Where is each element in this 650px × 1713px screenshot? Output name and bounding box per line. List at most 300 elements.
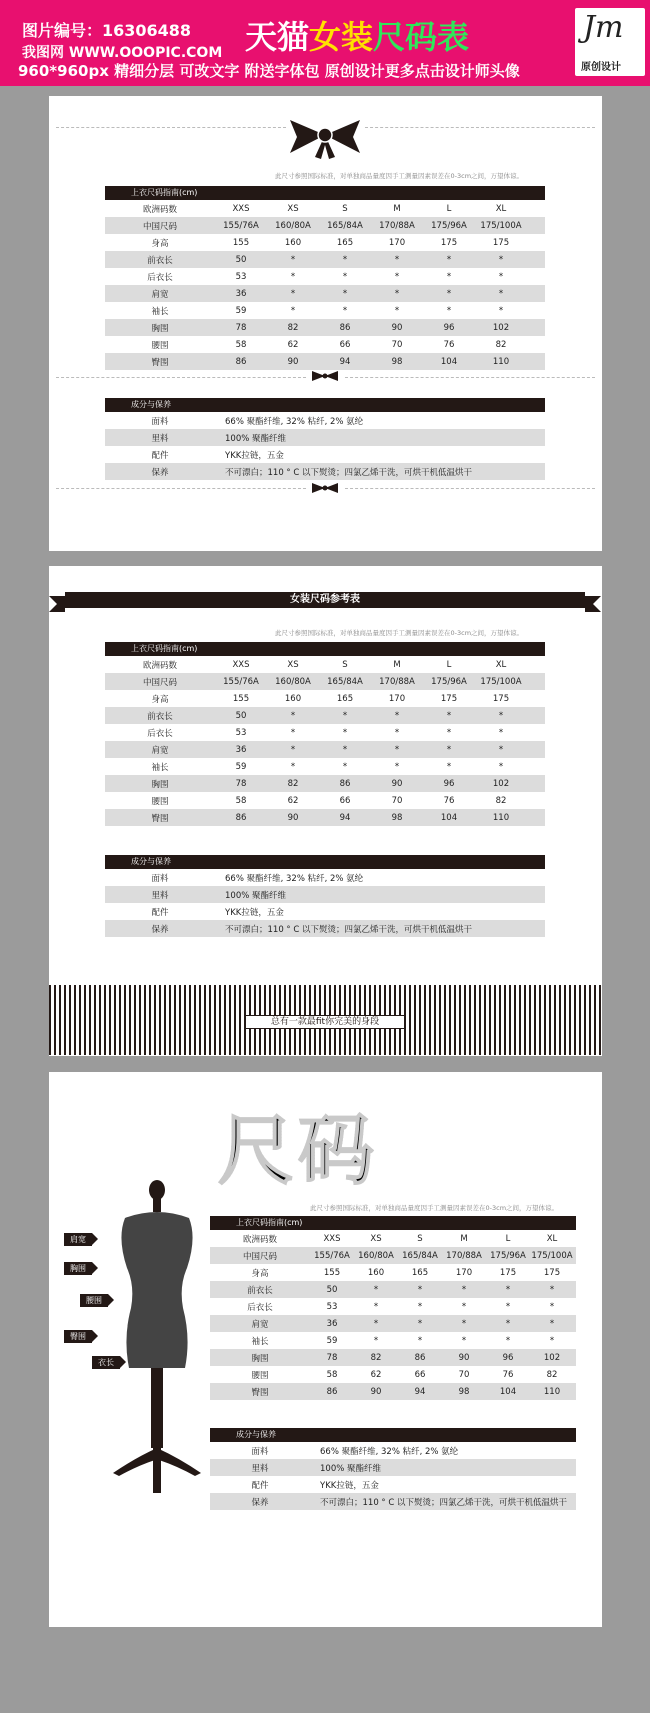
spec-text: 960*960px 精细分层 可改文字 附送字体包 原创设计更多点击设计师头像 (18, 62, 520, 80)
slogan: 总有一款最fit你完美的身段 (245, 1015, 405, 1029)
cell-value: 86 (235, 812, 247, 823)
cell-value: * (446, 288, 452, 299)
row-label: 欧洲码数 (142, 204, 177, 215)
mannequin-icon (105, 1178, 215, 1498)
cell-value: 170/88A (379, 676, 415, 687)
cell-value: L (446, 203, 452, 214)
cell-value: 155 (232, 693, 250, 704)
cell-value: 175/96A (431, 676, 467, 687)
cell-value: * (394, 254, 400, 265)
cell-value: * (446, 271, 452, 282)
table-row (105, 234, 545, 251)
table-header: 成分与保养 (105, 855, 545, 869)
cell-value: XXS (323, 1233, 341, 1244)
cell-value: * (290, 288, 296, 299)
row-label: 肩宽 (251, 1319, 269, 1330)
row-label: 面料 (151, 416, 169, 427)
row-text: 100% 聚酯纤维 (320, 1463, 382, 1474)
bow-icon (285, 115, 365, 160)
cell-value: * (498, 288, 504, 299)
cell-value: 175/96A (431, 220, 467, 231)
row-label: 中国尺码 (242, 1251, 277, 1262)
table-row (105, 336, 545, 353)
table-row (105, 775, 545, 792)
cell-value: 104 (440, 812, 458, 823)
cell-value: M (393, 659, 401, 670)
cell-value: 90 (287, 356, 299, 367)
row-text: 100% 聚酯纤维 (225, 890, 287, 901)
row-text: YKK拉链，五金 (320, 1480, 379, 1491)
cell-value: 175/100A (480, 220, 522, 231)
cell-value: 175 (499, 1267, 517, 1278)
cell-value: * (290, 727, 296, 738)
cell-value: * (342, 727, 348, 738)
cell-value: L (505, 1233, 511, 1244)
banner-title (245, 12, 469, 58)
row-label: 保养 (151, 467, 169, 478)
cell-value: * (446, 710, 452, 721)
row-label: 身高 (151, 238, 169, 249)
site-text: 我图网 WWW.OOOPIC.COM (22, 45, 223, 61)
cell-value: 66 (339, 795, 351, 806)
big-title (218, 1090, 378, 1199)
cell-value: 160 (284, 693, 302, 704)
size-table (105, 186, 545, 370)
row-label: 身高 (151, 694, 169, 705)
size-table (105, 642, 545, 826)
table-row (105, 446, 545, 463)
cell-value: 165 (336, 237, 354, 248)
cell-value: 160/80A (275, 220, 311, 231)
table-header: 成分与保养 (210, 1428, 576, 1442)
cell-value: * (342, 254, 348, 265)
table-row (105, 690, 545, 707)
cell-value: 66 (339, 339, 351, 350)
row-label: 配件 (251, 1480, 269, 1491)
cell-value: 155 (323, 1267, 341, 1278)
cell-value: * (461, 1284, 467, 1295)
cell-value: * (461, 1335, 467, 1346)
measurement-note: 此尺寸参照国际标准，对单独商品量度因手工测量因素误差在0-3cm之间，万望体谅。 (310, 1204, 559, 1212)
table-row (210, 1383, 576, 1400)
table-row (105, 707, 545, 724)
cell-value: 155/76A (314, 1250, 350, 1261)
designer-avatar[interactable] (575, 8, 645, 76)
cell-value: 62 (370, 1369, 382, 1380)
cell-value: * (505, 1318, 511, 1329)
cell-value: 78 (235, 778, 247, 789)
cell-value: 59 (235, 305, 247, 316)
cell-value: * (498, 761, 504, 772)
cell-value: * (394, 288, 400, 299)
cell-value: 165/84A (402, 1250, 438, 1261)
signature-label: 原创设计 (581, 62, 621, 73)
cell-value: S (417, 1233, 423, 1244)
cell-value: 165 (411, 1267, 429, 1278)
cell-value: 165/84A (327, 220, 363, 231)
row-label: 后衣长 (147, 728, 173, 739)
cell-value: * (394, 710, 400, 721)
cell-value: * (498, 254, 504, 265)
signature-logo: Jm (583, 10, 624, 45)
cell-value: XS (370, 1233, 382, 1244)
row-label: 里料 (151, 433, 169, 444)
measure-tag: 肩宽 (64, 1233, 92, 1246)
section-title-ribbon: 女装尺码参考表 (65, 592, 585, 608)
row-label: 胸围 (251, 1353, 269, 1364)
row-text: 不可漂白；110 ° C 以下熨烫；四氯乙烯干洗，可烘干机低温烘干 (225, 924, 473, 935)
table-header: 上衣尺码指南(cm) (105, 642, 545, 656)
cell-value: * (373, 1301, 379, 1312)
cell-value: 94 (339, 356, 351, 367)
divider (365, 127, 595, 128)
cell-value: 90 (287, 812, 299, 823)
cell-value: 86 (235, 356, 247, 367)
cell-value: 86 (414, 1352, 426, 1363)
cell-value: 170 (388, 693, 406, 704)
cell-value: 175/100A (480, 676, 522, 687)
small-bow-icon (311, 371, 339, 381)
cell-value: 86 (326, 1386, 338, 1397)
measure-tag: 衣长 (92, 1356, 120, 1369)
cell-value: XL (495, 203, 507, 214)
cell-value: * (417, 1284, 423, 1295)
cell-value: 160 (367, 1267, 385, 1278)
cell-value: 175 (440, 237, 458, 248)
cell-value: 96 (443, 322, 455, 333)
cell-value: 94 (339, 812, 351, 823)
cell-value: 160/80A (275, 676, 311, 687)
measure-tag: 胸围 (64, 1262, 92, 1275)
cell-value: * (394, 271, 400, 282)
table-header: 上衣尺码指南(cm) (210, 1216, 576, 1230)
cell-value: 90 (391, 322, 403, 333)
cell-value: * (342, 305, 348, 316)
cell-value: 96 (443, 778, 455, 789)
banner (0, 0, 650, 86)
table-row (105, 920, 545, 937)
cell-value: 66 (414, 1369, 426, 1380)
cell-value: 78 (326, 1352, 338, 1363)
cell-value: * (498, 710, 504, 721)
row-label: 保养 (251, 1497, 269, 1508)
cell-value: 155/76A (223, 220, 259, 231)
cell-value: XS (287, 203, 299, 214)
cell-value: 90 (458, 1352, 470, 1363)
cell-value: 155 (232, 237, 250, 248)
cell-value: * (373, 1335, 379, 1346)
cell-value: XXS (232, 659, 250, 670)
cell-value: 50 (235, 254, 247, 265)
cell-value: 165/84A (327, 676, 363, 687)
cell-value: 90 (391, 778, 403, 789)
row-label: 欧洲码数 (142, 660, 177, 671)
row-label: 臀围 (251, 1387, 269, 1398)
cell-value: 175/100A (531, 1250, 573, 1261)
cell-value: * (342, 288, 348, 299)
row-text: 66% 聚酯纤维, 32% 粘纤, 2% 氨纶 (225, 416, 364, 427)
title-part-1: 天猫 (245, 18, 310, 56)
cell-value: 170/88A (446, 1250, 482, 1261)
row-label: 面料 (251, 1446, 269, 1457)
cell-value: 82 (287, 778, 299, 789)
table-row (210, 1315, 576, 1332)
cell-value: M (393, 203, 401, 214)
cell-value: * (498, 305, 504, 316)
table-row (105, 319, 545, 336)
row-label: 配件 (151, 450, 169, 461)
row-label: 肩宽 (151, 745, 169, 756)
cell-value: 82 (546, 1369, 558, 1380)
row-label: 中国尺码 (142, 677, 177, 688)
cell-value: * (498, 727, 504, 738)
table-row (105, 285, 545, 302)
cell-value: 175/96A (490, 1250, 526, 1261)
cell-value: 82 (495, 339, 507, 350)
row-text: 不可漂白；110 ° C 以下熨烫；四氯乙烯干洗，可烘干机低温烘干 (320, 1497, 568, 1508)
row-label: 前衣长 (147, 711, 173, 722)
cell-value: * (342, 744, 348, 755)
cell-value: 82 (287, 322, 299, 333)
cell-value: * (549, 1284, 555, 1295)
row-label: 胸围 (151, 323, 169, 334)
cell-value: * (446, 254, 452, 265)
table-row (105, 656, 545, 673)
row-text: 不可漂白；110 ° C 以下熨烫；四氯乙烯干洗，可烘干机低温烘干 (225, 467, 473, 478)
cell-value: S (342, 203, 348, 214)
cell-value: 98 (391, 812, 403, 823)
cell-value: * (417, 1301, 423, 1312)
cell-value: * (290, 761, 296, 772)
row-label: 腰围 (251, 1370, 269, 1381)
cell-value: 86 (339, 778, 351, 789)
row-text: YKK拉链，五金 (225, 907, 284, 918)
cell-value: 76 (443, 339, 455, 350)
cell-value: 175 (492, 693, 510, 704)
cell-value: 58 (235, 795, 247, 806)
cell-value: 53 (235, 271, 247, 282)
table-row (210, 1459, 576, 1476)
cell-value: * (549, 1301, 555, 1312)
cell-value: 36 (235, 288, 247, 299)
cell-value: 155/76A (223, 676, 259, 687)
cell-value: 58 (235, 339, 247, 350)
row-label: 配件 (151, 907, 169, 918)
cell-value: * (373, 1318, 379, 1329)
cell-value: 170 (455, 1267, 473, 1278)
table-row (210, 1332, 576, 1349)
cell-value: 110 (543, 1386, 561, 1397)
title-part-3: 尺码表 (373, 18, 470, 56)
table-header: 上衣尺码指南(cm) (105, 186, 545, 200)
table-row (105, 429, 545, 446)
cell-value: * (394, 744, 400, 755)
cell-value: 82 (370, 1352, 382, 1363)
divider (56, 488, 306, 489)
cell-value: * (290, 271, 296, 282)
row-label: 袖长 (151, 306, 169, 317)
row-label: 里料 (151, 890, 169, 901)
cell-value: S (342, 659, 348, 670)
cell-value: * (446, 727, 452, 738)
table-row (210, 1493, 576, 1510)
table-header: 成分与保养 (105, 398, 545, 412)
cell-value: * (498, 271, 504, 282)
cell-value: 94 (414, 1386, 426, 1397)
measure-tag: 臀围 (64, 1330, 92, 1343)
cell-value: * (549, 1318, 555, 1329)
cell-value: 62 (287, 339, 299, 350)
row-label: 后衣长 (147, 272, 173, 283)
cell-value: * (342, 271, 348, 282)
table-row (210, 1247, 576, 1264)
cell-value: 59 (235, 761, 247, 772)
table-row (210, 1281, 576, 1298)
material-table (105, 855, 545, 937)
table-row (105, 217, 545, 234)
cell-value: * (342, 761, 348, 772)
table-row (105, 463, 545, 480)
cell-value: 165 (336, 693, 354, 704)
cell-value: 53 (326, 1301, 338, 1312)
row-label: 中国尺码 (142, 221, 177, 232)
cell-value: XL (546, 1233, 558, 1244)
table-row (210, 1476, 576, 1493)
row-label: 里料 (251, 1463, 269, 1474)
table-row (105, 251, 545, 268)
cell-value: 102 (492, 322, 510, 333)
row-label: 袖长 (251, 1336, 269, 1347)
table-row (105, 353, 545, 370)
cell-value: 96 (502, 1352, 514, 1363)
cell-value: XXS (232, 203, 250, 214)
cell-value: 70 (458, 1369, 470, 1380)
cell-value: L (446, 659, 452, 670)
row-label: 袖长 (151, 762, 169, 773)
cell-value: 102 (543, 1352, 561, 1363)
cell-value: 50 (326, 1284, 338, 1295)
cell-value: * (505, 1284, 511, 1295)
cell-value: * (446, 761, 452, 772)
table-row (105, 673, 545, 690)
measurement-note: 此尺寸参照国际标准，对单独商品量度因手工测量因素误差在0-3cm之间，万望体谅。 (275, 629, 524, 637)
table-row (105, 758, 545, 775)
cell-value: * (394, 727, 400, 738)
cell-value: 170 (388, 237, 406, 248)
row-text: 100% 聚酯纤维 (225, 433, 287, 444)
cell-value: * (290, 710, 296, 721)
table-row (210, 1349, 576, 1366)
table-row (105, 869, 545, 886)
cell-value: 98 (391, 356, 403, 367)
row-label: 臀围 (151, 813, 169, 824)
cell-value: 36 (326, 1318, 338, 1329)
cell-value: 90 (370, 1386, 382, 1397)
row-text: YKK拉链，五金 (225, 450, 284, 461)
row-label: 面料 (151, 873, 169, 884)
image-id-text: 图片编号：16306488 (22, 21, 192, 40)
cell-value: 104 (499, 1386, 517, 1397)
table-row (105, 903, 545, 920)
cell-value: 170/88A (379, 220, 415, 231)
cell-value: 160 (284, 237, 302, 248)
cell-value: XS (287, 659, 299, 670)
row-label: 前衣长 (147, 255, 173, 266)
title-part-2: 女装 (309, 18, 374, 56)
table-row (105, 200, 545, 217)
row-label: 肩宽 (151, 289, 169, 300)
cell-value: * (373, 1284, 379, 1295)
cell-value: 98 (458, 1386, 470, 1397)
cell-value: * (290, 744, 296, 755)
table-row (105, 412, 545, 429)
cell-value: XL (495, 659, 507, 670)
row-label: 胸围 (151, 779, 169, 790)
cell-value: * (446, 744, 452, 755)
table-row (210, 1264, 576, 1281)
cell-value: 110 (492, 356, 510, 367)
cell-value: 50 (235, 710, 247, 721)
cell-value: 82 (495, 795, 507, 806)
cell-value: 110 (492, 812, 510, 823)
table-row (105, 809, 545, 826)
row-label: 腰围 (151, 340, 169, 351)
table-row (105, 886, 545, 903)
divider (56, 377, 306, 378)
cell-value: 76 (502, 1369, 514, 1380)
material-table (105, 398, 545, 480)
cell-value: * (290, 305, 296, 316)
cell-value: 102 (492, 778, 510, 789)
cell-value: * (342, 710, 348, 721)
cell-value: 70 (391, 795, 403, 806)
cell-value: 86 (339, 322, 351, 333)
material-table (210, 1428, 576, 1510)
cell-value: * (549, 1335, 555, 1346)
cell-value: 175 (440, 693, 458, 704)
divider (345, 377, 595, 378)
row-text: 66% 聚酯纤维, 32% 粘纤, 2% 氨纶 (320, 1446, 459, 1457)
row-label: 身高 (251, 1268, 269, 1279)
table-row (105, 792, 545, 809)
row-label: 欧洲码数 (242, 1234, 277, 1245)
cell-value: 160/80A (358, 1250, 394, 1261)
table-row (105, 268, 545, 285)
table-row (105, 302, 545, 319)
table-row (210, 1366, 576, 1383)
cell-value: 53 (235, 727, 247, 738)
table-row (210, 1442, 576, 1459)
row-label: 臀围 (151, 357, 169, 368)
cell-value: 58 (326, 1369, 338, 1380)
cell-value: * (417, 1335, 423, 1346)
cell-value: 59 (326, 1335, 338, 1346)
cell-value: * (394, 305, 400, 316)
cell-value: * (461, 1301, 467, 1312)
cell-value: * (290, 254, 296, 265)
cell-value: * (417, 1318, 423, 1329)
cell-value: * (505, 1335, 511, 1346)
cell-value: 70 (391, 339, 403, 350)
divider (56, 127, 286, 128)
small-bow-icon (311, 483, 339, 493)
table-row (105, 724, 545, 741)
size-table (210, 1216, 576, 1400)
row-label: 腰围 (151, 796, 169, 807)
cell-value: * (394, 761, 400, 772)
big-title-text: 尺码 (218, 1106, 378, 1195)
cell-value: 36 (235, 744, 247, 755)
